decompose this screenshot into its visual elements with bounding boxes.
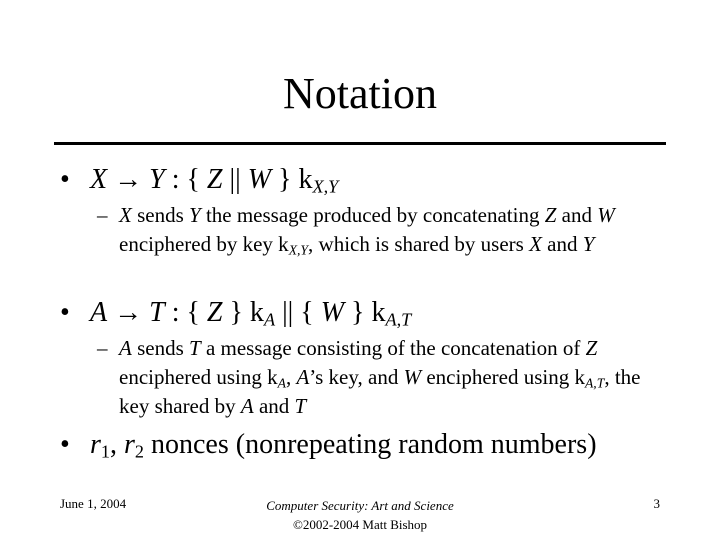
footer-date: June 1, 2004 bbox=[60, 496, 127, 511]
bullet-notation-xy: • X → Y : { Z || W } $k_{X,Y}$ bbox=[60, 164, 339, 197]
bullet-nonces: • $r_1$, $r_2$ nonces (nonrepeating random numbers) bbox=[60, 429, 597, 462]
footer-copyright: ©2002-2004 Matt Bishop bbox=[292, 517, 428, 532]
bullet-dot: • bbox=[60, 429, 70, 460]
footer-source bbox=[220, 496, 500, 534]
title-rule bbox=[54, 142, 666, 145]
slide-title: Notation bbox=[283, 69, 437, 118]
bullet-dot: • bbox=[60, 164, 70, 195]
footer-book-title: Computer Security: Art and Science bbox=[266, 498, 454, 513]
bullet-dot: • bbox=[60, 297, 70, 328]
sub-bullet-at-explanation: – A sends T a message consisting of the concatenation of Z enciphered using $k_A$, A’s key, and W enciphered using $k_{A,T}$, the key shared by A and T bbox=[97, 336, 641, 418]
page-number: 3 bbox=[653, 496, 660, 511]
sub-bullet-xy-explanation: – X sends Y the message produced by concatenating Z and W enciphered by key $k_{X,Y}$, which is shared by users X and Y bbox=[97, 203, 615, 258]
bullet-notation-at: • A → T : { Z } $k_A$ || { W } $k_{A,T}$ bbox=[60, 297, 412, 330]
